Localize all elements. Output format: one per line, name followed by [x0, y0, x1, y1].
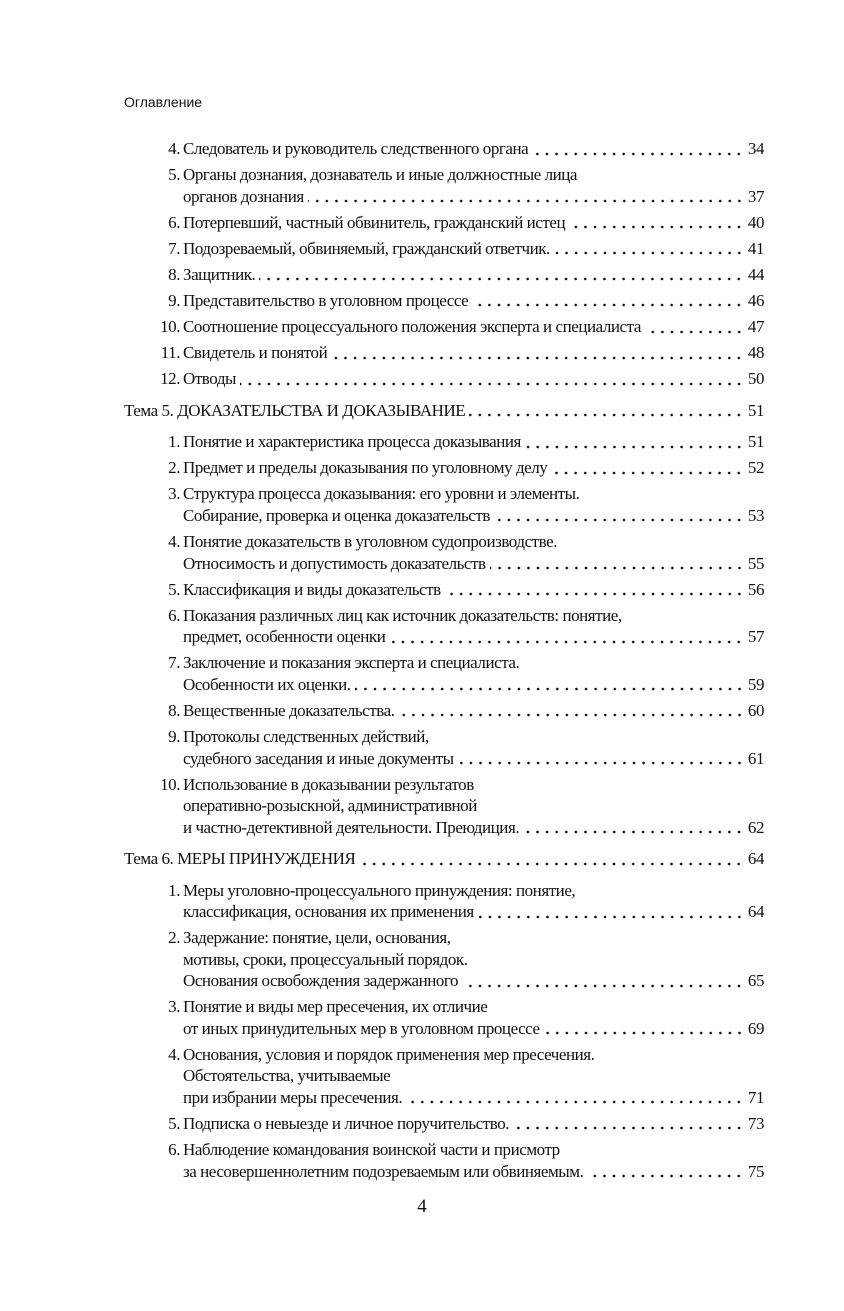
dot-leader — [478, 905, 744, 919]
dot-leader — [308, 189, 744, 203]
entry-number: 1. — [168, 880, 180, 900]
entry-page: 51 — [747, 432, 764, 452]
entry-title: Подписка о невыезде и личное поручительство. — [183, 1113, 510, 1133]
toc-entry[interactable] — [124, 368, 764, 390]
toc-topic[interactable] — [124, 848, 764, 870]
dot-leader — [406, 1090, 744, 1104]
entry-title: Заключение и показания эксперта и специалиста. — [183, 653, 520, 673]
entry-title: Подозреваемый, обвиняемый, гражданский ответчик. — [183, 238, 550, 258]
entry-title: Задержание: понятие, цели, основания, — [183, 928, 451, 948]
dot-leader — [469, 403, 744, 417]
entry-number: 2. — [168, 928, 180, 948]
dot-leader — [472, 293, 744, 307]
toc-entry[interactable] — [124, 605, 764, 648]
entry-page: 34 — [747, 139, 764, 158]
entry-title: при избрании меры пресечения. — [183, 1087, 403, 1107]
entry-number: 8. — [168, 264, 180, 284]
entry-page: 64 — [747, 902, 764, 922]
entry-title: Вещественные доказательства. — [183, 700, 395, 720]
entry-page: 40 — [747, 212, 764, 232]
entry-page: 50 — [747, 369, 764, 389]
entry-page: 55 — [747, 553, 764, 573]
toc-entry[interactable] — [124, 927, 764, 992]
entry-title: оперативно-розыскной, административной — [183, 796, 477, 816]
dot-leader — [523, 820, 744, 834]
entry-page: 62 — [747, 817, 764, 837]
dot-leader — [544, 1021, 744, 1035]
entry-title: Следователь и руководитель следственного органа — [183, 139, 529, 158]
entry-title: Меры уголовно-процессуального принуждения: понятие, — [183, 880, 576, 900]
dot-leader — [462, 974, 744, 988]
dot-leader — [399, 703, 744, 717]
entry-title: Обстоятельства, учитываемые — [183, 1066, 391, 1086]
running-header: Оглавление — [124, 94, 203, 110]
toc-entry[interactable] — [124, 238, 764, 260]
toc-entry[interactable] — [124, 774, 764, 839]
entry-number: 5. — [168, 1113, 180, 1133]
entry-page: 56 — [747, 579, 764, 599]
entry-title: Потерпевший, частный обвинитель, гражданский истец — [183, 212, 566, 232]
dot-leader — [458, 751, 744, 765]
dot-leader — [551, 461, 744, 475]
entry-page: 57 — [747, 627, 764, 647]
entry-title: органов дознания — [183, 186, 304, 206]
entry-page: 46 — [747, 290, 764, 310]
entry-page: 41 — [747, 238, 764, 258]
toc-entry[interactable] — [124, 1044, 764, 1109]
entry-title: Собирание, проверка и оценка доказательств — [183, 505, 490, 525]
dot-leader — [490, 556, 744, 570]
entry-number: 6. — [168, 1140, 180, 1160]
entry-title: Классификация и виды доказательств — [183, 579, 441, 599]
entry-number: 3. — [168, 484, 180, 504]
dot-leader — [445, 582, 744, 596]
entry-title: Предмет и пределы доказывания по уголовному делу — [183, 458, 548, 478]
toc-entry[interactable] — [124, 880, 764, 923]
entry-page: 52 — [747, 458, 764, 478]
entry-number: 12. — [160, 369, 180, 389]
entry-title: Соотношение процессуального положения эксперта и специалиста — [183, 317, 641, 337]
toc-entry[interactable] — [124, 700, 764, 722]
toc-entry[interactable] — [124, 264, 764, 286]
entry-title: Тема 5. ДОКАЗАТЕЛЬСТВА И ДОКАЗЫВАНИЕ — [124, 400, 466, 420]
entry-number: 10. — [160, 317, 180, 337]
entry-title: Представительство в уголовном процессе — [183, 290, 469, 310]
entry-number: 7. — [168, 653, 180, 673]
entry-title: мотивы, сроки, процессуальный порядок. — [183, 949, 468, 969]
entry-number: 2. — [168, 458, 180, 478]
toc-entry[interactable] — [124, 212, 764, 234]
entry-title: Использование в доказывании результатов — [183, 774, 474, 794]
entry-title: Отводы — [183, 369, 236, 389]
toc-entry[interactable] — [124, 579, 764, 601]
dot-leader — [494, 508, 744, 522]
entry-title: Тема 6. МЕРЫ ПРИНУЖДЕНИЯ — [124, 849, 356, 869]
toc-entry[interactable] — [124, 531, 764, 574]
entry-title: от иных принудительных мер в уголовном процессе — [183, 1018, 540, 1038]
entry-title: Особенности их оценки. — [183, 674, 351, 694]
dot-leader — [532, 142, 744, 156]
table-of-contents — [124, 138, 764, 1187]
toc-entry[interactable] — [124, 1113, 764, 1135]
entry-number: 3. — [168, 997, 180, 1017]
entry-number: 4. — [168, 532, 180, 552]
entry-title: за несовершеннолетним подозреваемым или обвиняемым. — [183, 1161, 584, 1181]
toc-entry[interactable] — [124, 996, 764, 1039]
entry-title: Основания освобождения задержанного — [183, 971, 459, 991]
page-number: 4 — [417, 1196, 427, 1217]
toc-entry[interactable] — [124, 1139, 764, 1182]
dot-leader — [240, 372, 744, 386]
entry-title: и частно-детективной деятельности. Преюдиция. — [183, 817, 520, 837]
entry-number: 1. — [168, 432, 180, 452]
entry-page: 73 — [747, 1113, 764, 1133]
entry-title: предмет, особенности оценки — [183, 627, 386, 647]
dot-leader — [525, 435, 744, 449]
toc-entry[interactable] — [124, 290, 764, 312]
entry-number: 10. — [160, 774, 180, 794]
entry-title: Понятие и характеристика процесса доказывания — [183, 432, 521, 452]
entry-page: 60 — [747, 700, 764, 720]
entry-number: 4. — [168, 1044, 180, 1064]
entry-page: 47 — [747, 317, 764, 337]
entry-page: 53 — [747, 505, 764, 525]
entry-title: Органы дознания, дознаватель и иные должностные лица — [183, 165, 578, 185]
entry-page: 69 — [747, 1018, 764, 1038]
toc-entry[interactable] — [124, 431, 764, 453]
toc-entry[interactable] — [124, 457, 764, 479]
entry-title: судебного заседания и иные документы — [183, 748, 454, 768]
toc-entry[interactable] — [124, 138, 764, 160]
entry-title: Защитник. — [183, 264, 256, 284]
dot-leader — [389, 630, 744, 644]
entry-title: Свидетель и понятой — [183, 343, 328, 363]
entry-title: Понятие и виды мер пресечения, их отличие — [183, 997, 488, 1017]
entry-title: Протоколы следственных действий, — [183, 727, 429, 746]
entry-number: 6. — [168, 212, 180, 232]
entry-title: Структура процесса доказывания: его уровни и элементы. — [183, 484, 580, 504]
entry-number: 11. — [160, 343, 180, 363]
entry-title: классификация, основания их применения — [183, 902, 474, 922]
dot-leader — [331, 346, 744, 360]
entry-number: 7. — [168, 238, 180, 258]
entry-title: Понятие доказательств в уголовном судопроизводстве. — [183, 532, 558, 552]
entry-number: 5. — [168, 579, 180, 599]
entry-number: 8. — [168, 700, 180, 720]
entry-page: 51 — [747, 400, 764, 420]
dot-leader — [645, 320, 744, 334]
entry-number: 9. — [168, 290, 180, 310]
dot-leader — [569, 215, 744, 229]
toc-topic[interactable] — [124, 400, 764, 422]
entry-page: 59 — [747, 674, 764, 694]
toc-entry[interactable] — [124, 342, 764, 364]
entry-page: 65 — [747, 971, 764, 991]
entry-page: 61 — [747, 748, 764, 768]
dot-leader — [359, 852, 744, 866]
toc-entry[interactable] — [124, 164, 764, 207]
entry-page: 64 — [747, 849, 764, 869]
dot-leader — [513, 1116, 744, 1130]
toc-entry[interactable] — [124, 652, 764, 695]
entry-number: 4. — [168, 139, 180, 158]
entry-number: 6. — [168, 605, 180, 625]
entry-page: 75 — [747, 1161, 764, 1181]
dot-leader — [587, 1164, 744, 1178]
toc-entry[interactable] — [124, 316, 764, 338]
entry-number: 9. — [168, 727, 180, 746]
toc-entry[interactable] — [124, 483, 764, 526]
entry-title: Основания, условия и порядок применения мер пресечения. — [183, 1044, 595, 1064]
entry-title: Показания различных лиц как источник доказательств: понятие, — [183, 605, 622, 625]
entry-page: 48 — [747, 343, 764, 363]
toc-entry[interactable] — [124, 726, 764, 769]
entry-title: Относимость и допустимость доказательств — [183, 553, 486, 573]
dot-leader — [259, 267, 744, 281]
dot-leader — [554, 241, 744, 255]
entry-number: 5. — [168, 165, 180, 185]
entry-page: 44 — [747, 264, 764, 284]
entry-title: Наблюдение командования воинской части и присмотр — [183, 1140, 560, 1160]
entry-page: 71 — [747, 1087, 764, 1107]
dot-leader — [355, 677, 744, 691]
entry-page: 37 — [747, 186, 764, 206]
